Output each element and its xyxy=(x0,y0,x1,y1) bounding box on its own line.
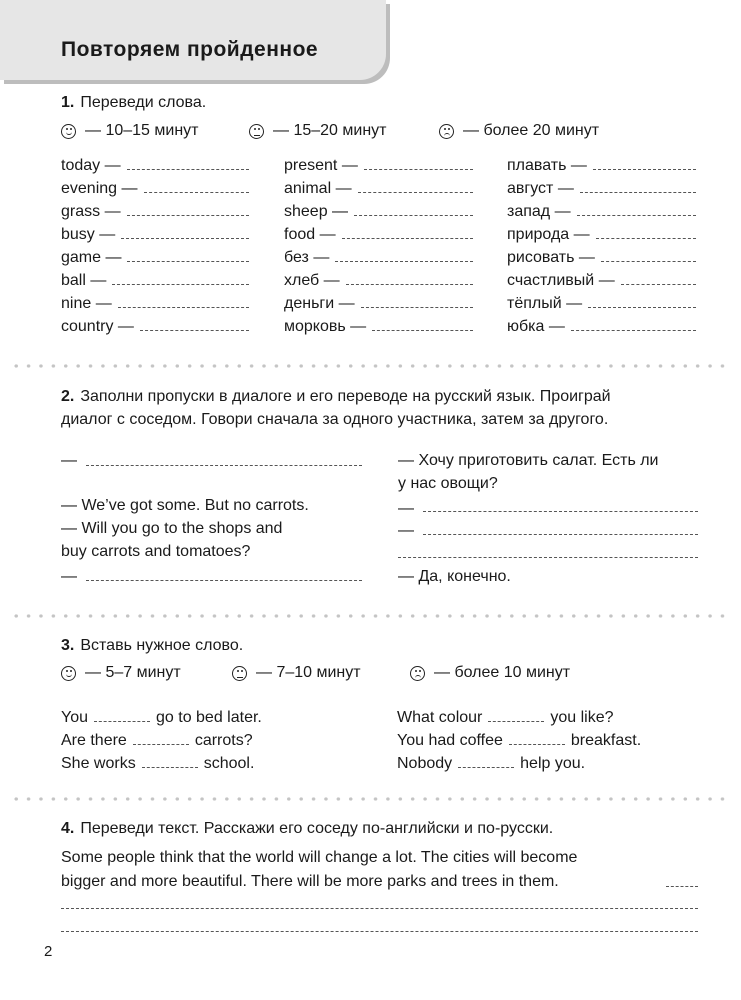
fill-blank[interactable] xyxy=(509,743,565,745)
word-item xyxy=(507,179,696,199)
word-label: тёплый — xyxy=(507,295,583,312)
fill-sentence: What colour you like? xyxy=(397,709,614,726)
answer-line[interactable] xyxy=(364,168,473,170)
answer-line[interactable] xyxy=(112,283,249,285)
page-title: Повторяем пройденное xyxy=(61,38,319,61)
word-label: grass — xyxy=(61,203,121,220)
word-item xyxy=(61,317,249,337)
answer-line[interactable] xyxy=(342,237,473,239)
word-item xyxy=(507,317,696,337)
word-item xyxy=(61,179,249,199)
task4-text-line: bigger and more beautiful. There will be more parks and trees in them. xyxy=(61,873,559,890)
answer-line[interactable] xyxy=(601,260,696,262)
word-item xyxy=(284,248,473,268)
answer-line[interactable] xyxy=(354,214,473,216)
word-label: food — xyxy=(284,226,336,243)
dialog-dash: — xyxy=(398,522,414,539)
dialog-line: — Will you go to the shops and xyxy=(61,520,283,537)
timing-item xyxy=(410,664,570,682)
word-label: game — xyxy=(61,249,122,266)
fill-sentence: Are there carrots? xyxy=(61,732,253,749)
timing-item xyxy=(232,664,361,682)
word-item xyxy=(284,271,473,291)
word-label: рисовать — xyxy=(507,249,595,266)
answer-line[interactable] xyxy=(127,214,249,216)
task4-instruction xyxy=(61,817,553,840)
word-label: морковь — xyxy=(284,318,367,335)
dialog-line: buy carrots and tomatoes? xyxy=(61,543,251,560)
word-item xyxy=(61,294,249,314)
task2-instruction-line: Заполни пропуски в диалоге и его переводе на русский язык. Проиграй xyxy=(80,388,611,405)
word-item xyxy=(61,225,249,245)
word-label: счастливый — xyxy=(507,272,615,289)
dotted-separator xyxy=(10,364,731,368)
word-label: country — xyxy=(61,318,134,335)
neutral-face-icon xyxy=(232,666,247,681)
fill-blank[interactable] xyxy=(488,720,544,722)
task2-number: 2. xyxy=(61,388,75,405)
word-label: юбка — xyxy=(507,318,565,335)
task3-instruction xyxy=(61,634,243,657)
fill-sentence: She works school. xyxy=(61,755,255,772)
dotted-separator xyxy=(10,614,731,618)
answer-line[interactable] xyxy=(588,306,696,308)
answer-line[interactable] xyxy=(596,237,696,239)
timing-item xyxy=(249,122,386,140)
answer-line[interactable] xyxy=(577,214,696,216)
page-number: 2 xyxy=(44,943,53,960)
fill-sentence: Nobody help you. xyxy=(397,755,586,772)
answer-line[interactable] xyxy=(144,191,250,193)
answer-line[interactable] xyxy=(346,283,473,285)
answer-line[interactable] xyxy=(423,534,698,535)
word-item xyxy=(284,294,473,314)
answer-line[interactable] xyxy=(118,306,249,308)
word-item xyxy=(507,271,696,291)
timing-label: — более 20 минут xyxy=(463,122,600,139)
answer-line[interactable] xyxy=(127,168,249,170)
timing-label: — более 10 минут xyxy=(434,664,571,681)
dialog-dash: — xyxy=(61,568,77,585)
word-label: present — xyxy=(284,157,358,174)
word-label: evening — xyxy=(61,180,138,197)
answer-line[interactable] xyxy=(86,580,362,581)
answer-line[interactable] xyxy=(361,306,473,308)
word-label: без — xyxy=(284,249,330,266)
word-item xyxy=(507,225,696,245)
word-item xyxy=(61,271,249,291)
fill-sentence: You had coffee breakfast. xyxy=(397,732,642,749)
sad-face-icon xyxy=(410,666,425,681)
word-item xyxy=(507,294,696,314)
timing-label: — 10–15 минут xyxy=(85,122,199,139)
task3-instruction-text: Вставь нужное слово. xyxy=(80,637,244,654)
answer-line[interactable] xyxy=(372,329,473,331)
word-item xyxy=(507,202,696,222)
fill-blank[interactable] xyxy=(94,720,150,722)
answer-line[interactable] xyxy=(398,557,698,558)
neutral-face-icon xyxy=(249,124,264,139)
dialog-dash: — xyxy=(398,500,414,517)
task4-text-line: Some people think that the world will change a lot. The cities will become xyxy=(61,849,578,866)
fill-blank[interactable] xyxy=(142,766,198,768)
word-label: busy — xyxy=(61,226,116,243)
answer-line[interactable] xyxy=(127,260,249,262)
word-label: nine — xyxy=(61,295,112,312)
dotted-separator xyxy=(10,797,731,801)
dialog-line: — We’ve got some. But no carrots. xyxy=(61,497,309,514)
answer-line[interactable] xyxy=(666,886,698,887)
word-label: today — xyxy=(61,157,121,174)
timing-item xyxy=(439,122,599,140)
word-item xyxy=(61,202,249,222)
answer-line[interactable] xyxy=(335,260,473,262)
task1-instruction-text: Переведи слова. xyxy=(80,94,207,111)
answer-line[interactable] xyxy=(61,931,698,932)
word-item xyxy=(61,248,249,268)
dialog-dash: — xyxy=(61,452,77,469)
fill-blank[interactable] xyxy=(133,743,189,745)
task2-instruction-line: диалог с соседом. Говори сначала за одного участника, затем за другого. xyxy=(61,411,609,428)
word-item xyxy=(284,202,473,222)
word-label: деньги — xyxy=(284,295,355,312)
word-item xyxy=(284,225,473,245)
answer-line[interactable] xyxy=(121,237,249,239)
word-label: sheep — xyxy=(284,203,349,220)
word-label: запад — xyxy=(507,203,571,220)
happy-face-icon xyxy=(61,666,76,681)
timing-label: — 7–10 минут xyxy=(256,664,361,681)
answer-line[interactable] xyxy=(621,283,696,285)
word-item xyxy=(507,248,696,268)
timing-label: — 15–20 минут xyxy=(273,122,387,139)
word-item xyxy=(507,156,696,176)
answer-line[interactable] xyxy=(571,329,696,331)
task4-instruction-text: Переведи текст. Расскажи его соседу по-английски и по-русски. xyxy=(80,820,554,837)
answer-line[interactable] xyxy=(61,908,698,909)
dialog-line: у нас овощи? xyxy=(398,475,498,492)
word-item xyxy=(284,156,473,176)
dialog-line: — Да, конечно. xyxy=(398,568,511,585)
word-item xyxy=(284,317,473,337)
answer-line[interactable] xyxy=(580,191,696,193)
answer-line[interactable] xyxy=(86,465,362,466)
answer-line[interactable] xyxy=(140,329,249,331)
answer-line[interactable] xyxy=(593,168,696,170)
word-item xyxy=(284,179,473,199)
word-label: август — xyxy=(507,180,574,197)
word-label: природа — xyxy=(507,226,590,243)
task1-number: 1. xyxy=(61,94,75,111)
timing-item xyxy=(61,664,181,682)
dialog-line: — Хочу приготовить салат. Есть ли xyxy=(398,452,659,469)
task3-number: 3. xyxy=(61,637,75,654)
task4-number: 4. xyxy=(61,820,75,837)
sad-face-icon xyxy=(439,124,454,139)
word-item xyxy=(61,156,249,176)
task2-instruction xyxy=(61,385,611,408)
word-label: плавать — xyxy=(507,157,587,174)
answer-line[interactable] xyxy=(358,191,473,193)
timing-item xyxy=(61,122,198,140)
task1-instruction xyxy=(61,91,206,114)
answer-line[interactable] xyxy=(423,511,698,512)
word-label: ball — xyxy=(61,272,107,289)
fill-blank[interactable] xyxy=(458,766,514,768)
fill-sentence: You go to bed later. xyxy=(61,709,262,726)
happy-face-icon xyxy=(61,124,76,139)
timing-label: — 5–7 минут xyxy=(85,664,181,681)
word-label: animal — xyxy=(284,180,352,197)
word-label: хлеб — xyxy=(284,272,340,289)
